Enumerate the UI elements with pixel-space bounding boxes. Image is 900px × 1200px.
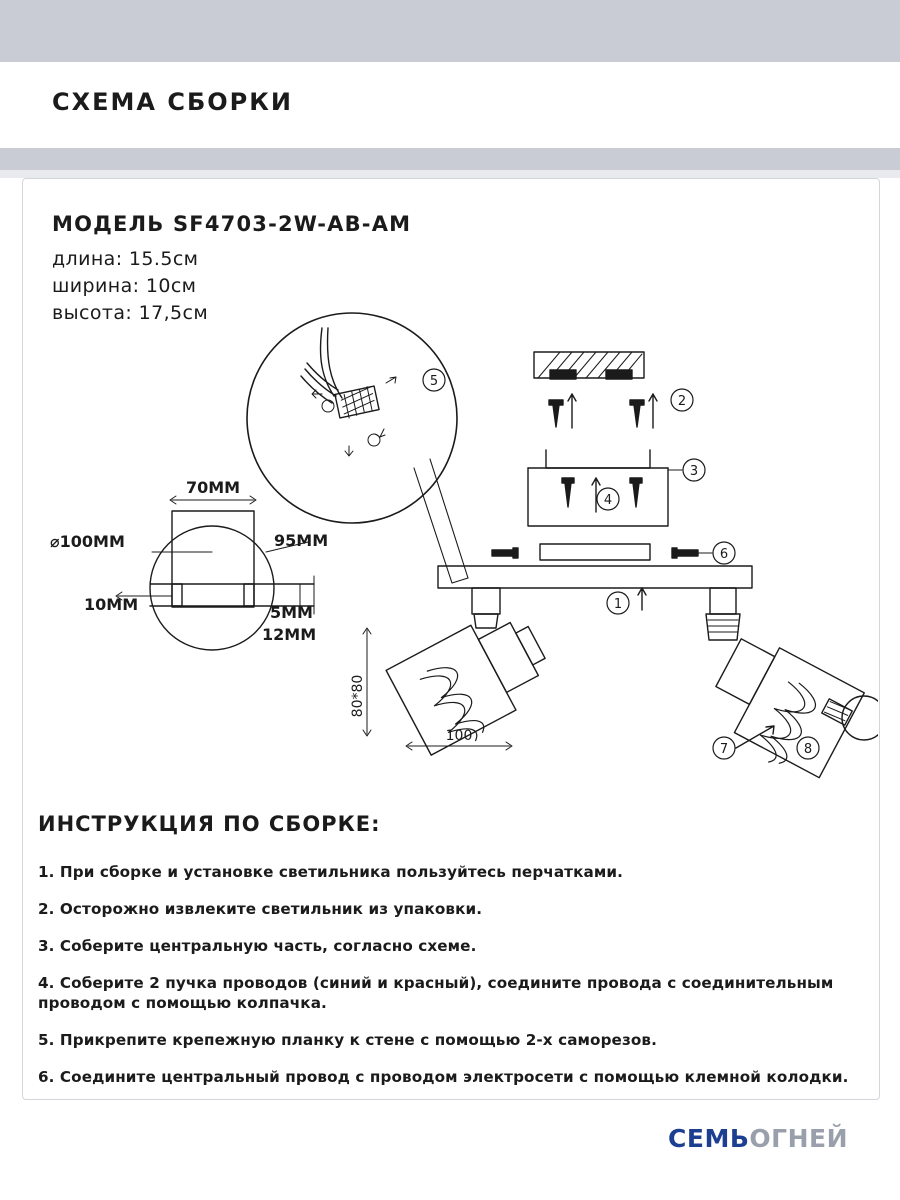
svg-text:3: 3 xyxy=(689,464,699,479)
svg-text:80*80: 80*80 xyxy=(350,674,366,718)
instruction-item: 2. Осторожно извлеките светильник из упаковки. xyxy=(38,900,483,919)
svg-text:2: 2 xyxy=(677,394,687,409)
top-grey-band xyxy=(0,0,900,62)
dim-10mm: 10ММ xyxy=(84,595,139,614)
dim-95mm: 95ММ xyxy=(274,531,329,550)
svg-text:4: 4 xyxy=(603,493,613,508)
svg-text:7: 7 xyxy=(719,742,729,757)
model-length: длина: 15.5см xyxy=(52,248,199,270)
instruction-item: 3. Соберите центральную часть, согласно схеме. xyxy=(38,937,477,956)
brand-logo-bold: СЕМЬ xyxy=(668,1124,750,1153)
instruction-item: 6. Соедините центральный провод с проводом электросети с помощью клемной колодки. xyxy=(38,1068,849,1087)
instruction-item: 4. Соберите 2 пучка проводов (синий и красный), соедините провода с соединительным проводом с помощью колпачка. xyxy=(38,974,834,1013)
instruction-item: 1. При сборке и установке светильника пользуйтесь перчатками. xyxy=(38,863,623,881)
svg-text:6: 6 xyxy=(719,547,729,562)
svg-text:8: 8 xyxy=(803,742,813,757)
instructions-title: ИНСТРУКЦИЯ ПО СБОРКЕ: xyxy=(38,812,381,836)
title-band xyxy=(0,62,900,148)
svg-text:100: 100 xyxy=(445,728,473,744)
model-width: ширина: 10см xyxy=(52,274,197,297)
dim-12mm: 12ММ xyxy=(262,625,317,644)
dim-100mm: ⌀100ММ xyxy=(50,532,125,551)
secondary-grey-band xyxy=(0,148,900,170)
model-height: высота: 17,5см xyxy=(52,301,209,324)
svg-text:5: 5 xyxy=(429,374,439,389)
dim-70mm: 70ММ xyxy=(185,478,241,497)
svg-text:1: 1 xyxy=(613,597,623,612)
page-title: СХЕМА СБОРКИ xyxy=(52,88,293,116)
brand-logo xyxy=(668,1124,848,1153)
brand-logo-light: ОГНЕЙ xyxy=(749,1124,848,1153)
technical-drawing xyxy=(22,178,878,818)
model-label: МОДЕЛЬ SF4703-2W-AB-AM xyxy=(52,212,412,236)
instructions-list xyxy=(38,862,858,1104)
dim-5mm: 5ММ xyxy=(270,603,313,622)
instruction-item: 5. Прикрепите крепежную планку к стене с помощью 2-х саморезов. xyxy=(38,1031,657,1050)
